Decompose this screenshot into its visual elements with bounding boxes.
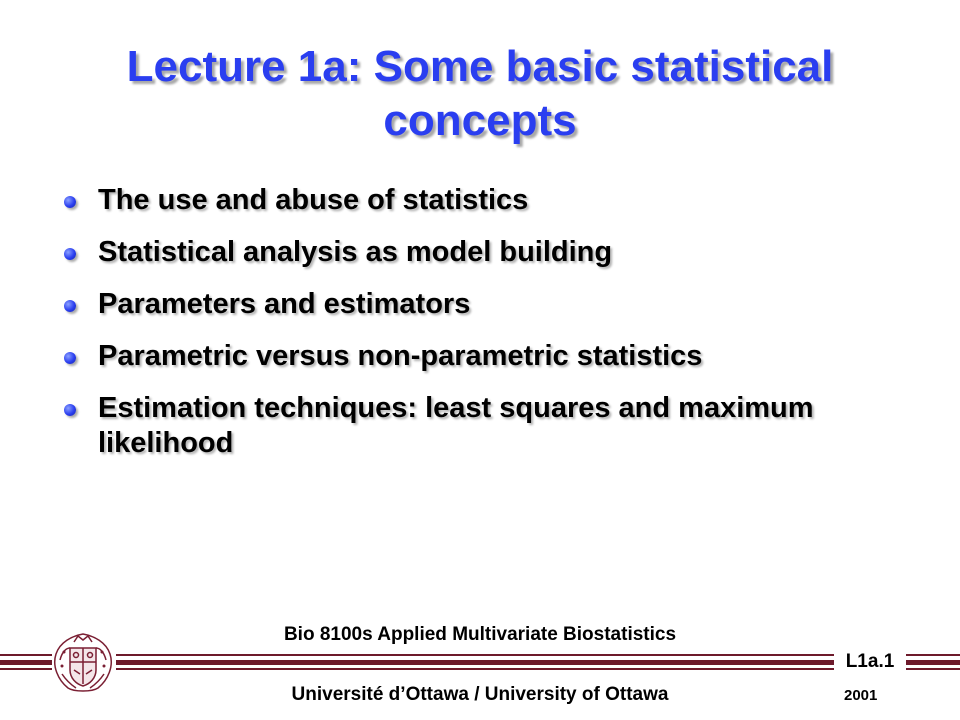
university-name: Université d’Ottawa / University of Ottawa	[291, 684, 669, 705]
footer-rule-top	[116, 654, 834, 656]
bullet-dot-icon	[64, 300, 76, 312]
footer-bar-right	[906, 660, 960, 665]
university-crest-icon	[50, 630, 116, 696]
footer-rule-left-bottom	[0, 668, 52, 670]
bullet-dot-icon	[64, 248, 76, 260]
bullet-text: Parametric versus non-parametric statistics	[98, 340, 703, 372]
bullet-dot-icon	[64, 352, 76, 364]
bullet-text: Estimation techniques: least squares and maximum likelihood	[98, 392, 814, 459]
footer-rule-bottom	[116, 668, 834, 670]
footer-bar-left	[0, 660, 52, 665]
bullet-item	[62, 235, 922, 270]
footer-bar-main	[116, 660, 834, 665]
footer-rule-right-top	[906, 654, 960, 656]
course-name: Bio 8100s Applied Multivariate Biostatistics	[283, 624, 677, 645]
slide-title: Lecture 1a: Some basic statistical concepts	[126, 42, 834, 145]
bullet-item	[62, 287, 922, 322]
footer-rule-right-bottom	[906, 668, 960, 670]
bullet-item	[62, 183, 922, 218]
year: 2001	[844, 687, 878, 704]
slide-number: L1a.1	[845, 651, 895, 672]
bullet-text: Parameters and estimators	[98, 288, 471, 320]
bullet-dot-icon	[64, 404, 76, 416]
bullet-item	[62, 339, 922, 374]
bullet-item	[62, 391, 922, 461]
footer-rule-left-top	[0, 654, 52, 656]
bullet-text: The use and abuse of statistics	[98, 184, 529, 216]
bullet-list	[62, 183, 922, 478]
bullet-dot-icon	[64, 196, 76, 208]
bullet-text: Statistical analysis as model building	[98, 236, 613, 268]
